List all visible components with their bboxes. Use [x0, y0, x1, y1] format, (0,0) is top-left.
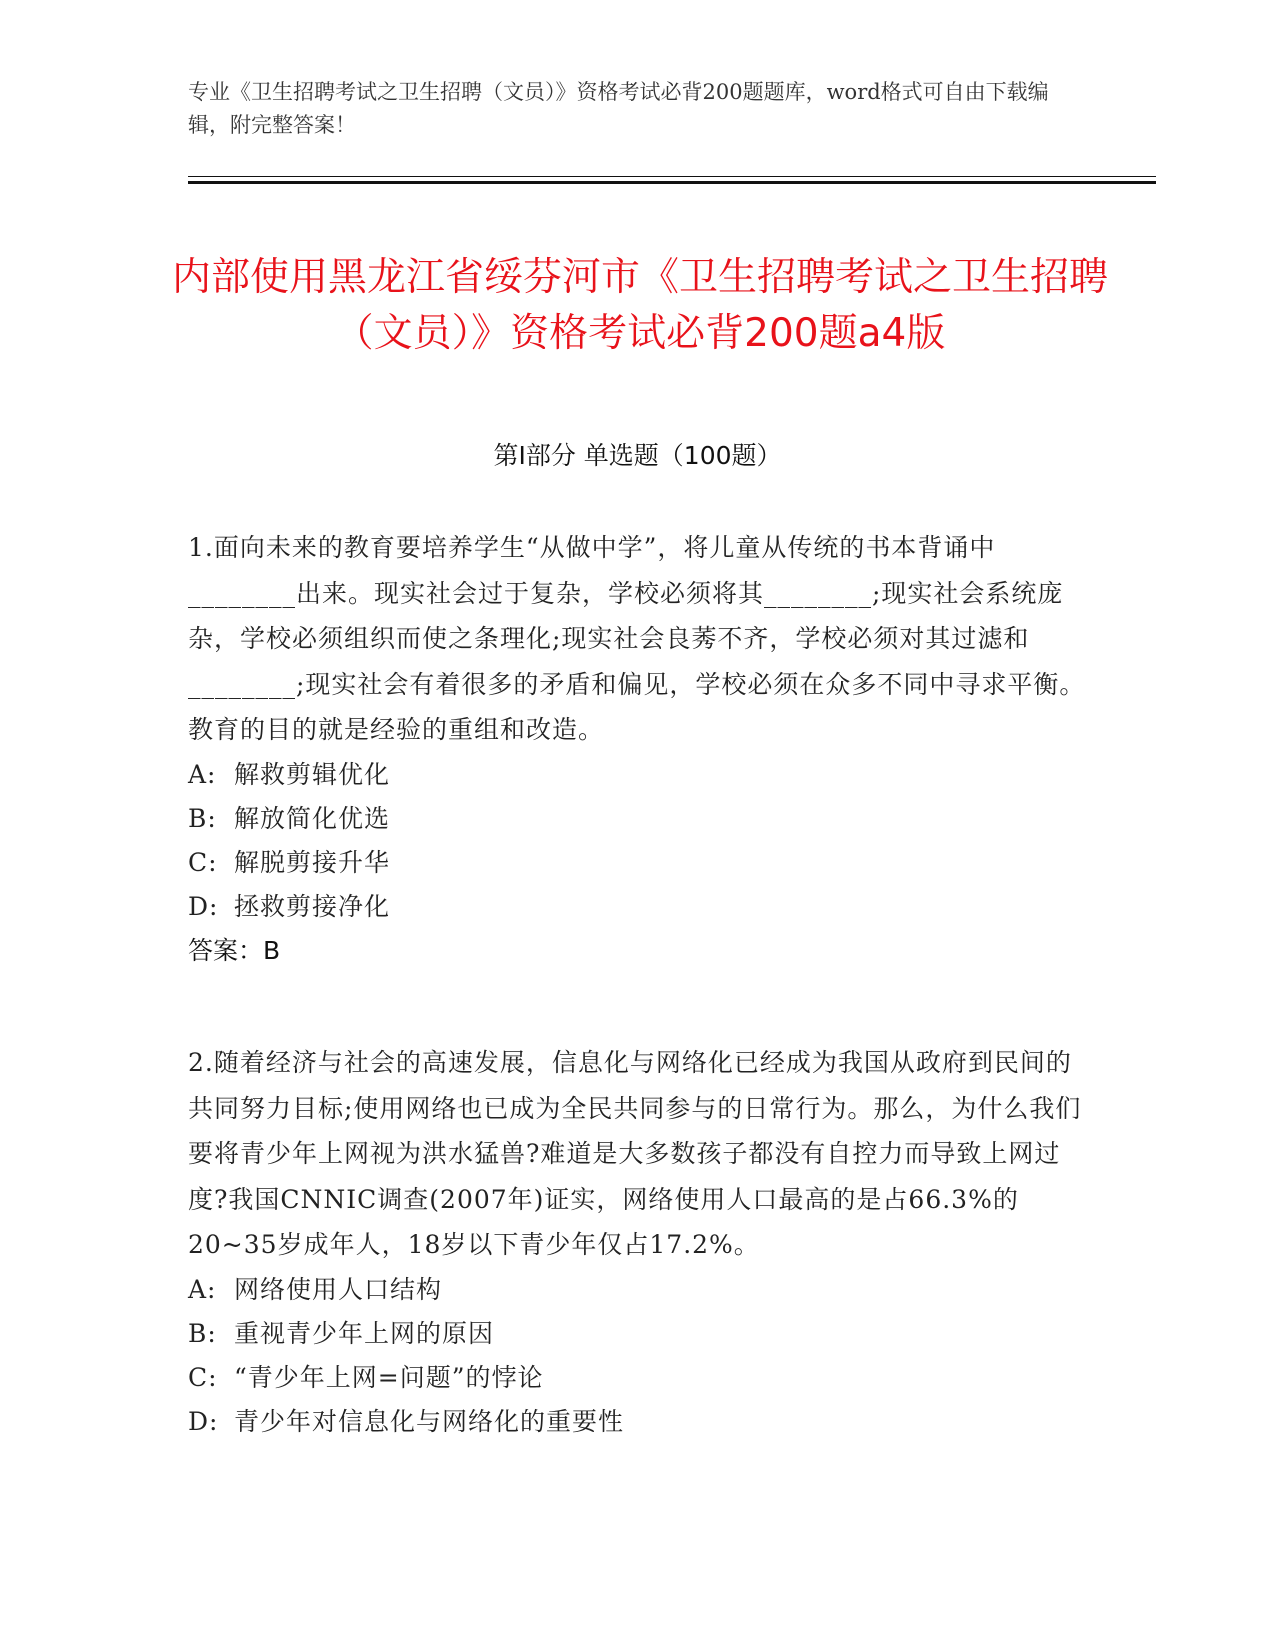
- option-d: [188, 885, 1088, 929]
- header-divider-thin: [188, 176, 1156, 177]
- option-text: 解脱剪接升华: [234, 847, 391, 877]
- option-b: [188, 797, 1088, 841]
- option-text: 解放简化优选: [234, 803, 391, 833]
- question-2: [188, 1040, 1088, 1444]
- option-text: “青少年上网=问题”的悖论: [234, 1362, 544, 1392]
- option-c: [188, 841, 1088, 885]
- section-heading: 第Ⅰ部分 单选题（100题）: [493, 441, 782, 470]
- question-stem: 1.面向未来的教育要培养学生“从做中学”，将儿童从传统的书本背诵中________出来。现实社会过于复杂，学校必须将其________;现实社会系统庞杂，学校必须组织而使之条理化;现实社会良莠不齐，学校必须对其过滤和________;现实社会有着很多的矛盾和偏见，学校必须在众多不同中寻求平衡。教育的目的就是经验的重组和改造。: [188, 533, 1086, 744]
- option-text: 拯救剪接净化: [234, 891, 391, 921]
- option-b: [188, 1312, 1088, 1356]
- option-a: [188, 1268, 1088, 1312]
- option-key: A:: [188, 759, 217, 789]
- option-key: C:: [188, 847, 218, 877]
- option-key: A:: [188, 1274, 217, 1304]
- option-key: D:: [188, 1406, 219, 1436]
- document-title: 内部使用黑龙江省绥芬河市《卫生招聘考试之卫生招聘（文员）》资格考试必背200题a4版: [171, 255, 1108, 357]
- option-d: [188, 1400, 1088, 1444]
- option-key: B:: [188, 1318, 217, 1348]
- option-text: 重视青少年上网的原因: [234, 1318, 495, 1348]
- question-stem: 2.随着经济与社会的高速发展，信息化与网络化已经成为我国从政府到民间的共同努力目标;使用网络也已成为全民共同参与的日常行为。那么，为什么我们要将青少年上网视为洪水猛兽?难道是大多数孩子都没有自控力而导致上网过度?我国CNNIC调查(2007年)证实，网络使用人口最高的是占66.3%的20~35岁成年人，18岁以下青少年仅占17.2%。: [188, 1048, 1082, 1259]
- question-1: [188, 525, 1088, 973]
- option-text: 网络使用人口结构: [234, 1274, 443, 1304]
- option-text: 解救剪辑优化: [234, 759, 391, 789]
- answer-line: 答案：B: [188, 935, 281, 965]
- option-c: [188, 1356, 1088, 1400]
- option-key: D:: [188, 891, 219, 921]
- header-divider-thick: [188, 181, 1156, 184]
- option-text: 青少年对信息化与网络化的重要性: [234, 1406, 625, 1436]
- option-a: [188, 753, 1088, 797]
- option-key: B:: [188, 803, 217, 833]
- option-key: C:: [188, 1362, 218, 1392]
- header-note: 专业《卫生招聘考试之卫生招聘（文员）》资格考试必背200题题库，word格式可自由下载编辑，附完整答案！: [188, 80, 1049, 137]
